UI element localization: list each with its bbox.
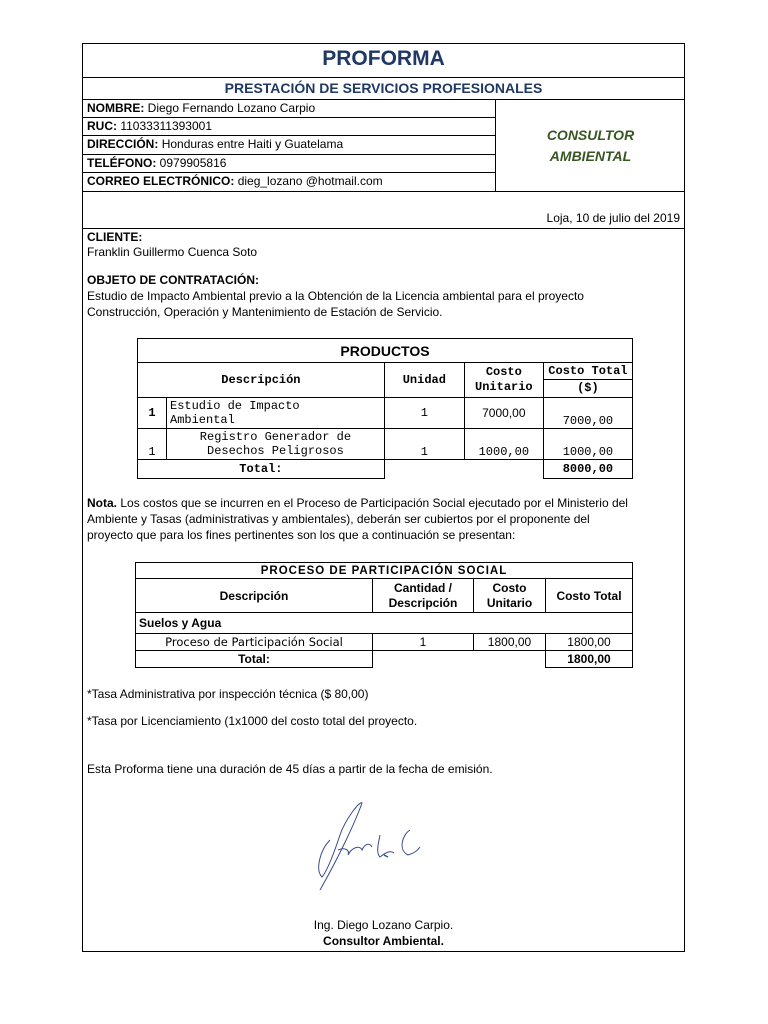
- object-label: OBJETO DE CONTRATACIÓN:: [87, 273, 260, 287]
- total-spacer: [373, 651, 546, 668]
- table-row: [138, 398, 633, 429]
- divider: [82, 191, 685, 192]
- row-total: 7000,00: [543, 398, 632, 429]
- row-number: 1: [138, 398, 167, 429]
- products-table: [137, 338, 633, 479]
- divider: [82, 117, 495, 118]
- row-total: 1000,00: [543, 429, 632, 460]
- provider-role: CONSULTOR AMBIENTAL: [546, 127, 635, 164]
- provider-phone: TELÉFONO: 0979905816: [87, 156, 227, 170]
- row-unit-cost: 1000,00: [464, 429, 543, 460]
- section-label: Suelos y Agua: [136, 613, 633, 634]
- row-unit-cost: 1800,00: [474, 634, 546, 651]
- total-label: Total:: [138, 460, 385, 479]
- client-name: Franklin Guillermo Cuenca Soto: [87, 245, 258, 259]
- row-quantity: 1: [373, 634, 474, 651]
- issue-date: Loja, 10 de julio del 2019: [546, 211, 680, 225]
- provider-email: CORREO ELECTRÓNICO: dieg_lozano @hotmail.com: [87, 174, 383, 188]
- products-header-row: [138, 363, 633, 398]
- header-description: Descripción: [136, 579, 373, 613]
- row-description: Proceso de Participación Social: [136, 634, 373, 651]
- divider: [82, 172, 495, 173]
- row-unit: 1: [384, 429, 464, 460]
- products-total-row: [138, 460, 633, 479]
- provider-address: DIRECCIÓN: Honduras entre Haiti y Guatelama: [87, 137, 344, 151]
- table-row: [138, 429, 633, 460]
- page-title: PROFORMA: [322, 47, 445, 70]
- header-quantity: Cantidad / Descripción: [373, 579, 474, 613]
- row-number: 1: [138, 429, 167, 460]
- social-title: PROCESO DE PARTICIPACIÓN SOCIAL: [136, 563, 633, 579]
- header-unit: Unidad: [384, 363, 464, 398]
- social-header-row: [136, 579, 633, 613]
- object-line-1: Estudio de Impacto Ambiental previo a la Obtención de la Licencia ambiental para el proyecto: [87, 289, 584, 303]
- divider: [82, 135, 495, 136]
- total-label: Total:: [136, 651, 373, 668]
- header-total-cost: Costo Total: [546, 579, 633, 613]
- provider-name: NOMBRE: Diego Fernando Lozano Carpio: [87, 101, 316, 115]
- divider: [82, 77, 685, 78]
- client-label: CLIENTE:: [87, 230, 143, 244]
- note-line-3: proyecto que para los fines pertinentes son los que a continuación se presentan:: [87, 528, 516, 542]
- validity-note: Esta Proforma tiene una duración de 45 días a partir de la fecha de emisión.: [87, 762, 493, 776]
- header-total-cost: Costo Total ($): [543, 363, 632, 398]
- row-total: 1800,00: [546, 634, 633, 651]
- signer-role: Consultor Ambiental.: [323, 934, 444, 948]
- row-unit: 1: [384, 398, 464, 429]
- divider: [82, 154, 495, 155]
- note-line-1: Nota. Los costos que se incurren en el Proceso de Participación Social ejecutado por el Ministerio del: [87, 496, 628, 510]
- license-fee: *Tasa por Licenciamiento (1x1000 del costo total del proyecto.: [87, 714, 418, 728]
- products-title: PRODUCTOS: [138, 339, 633, 363]
- signer-name: Ing. Diego Lozano Carpio.: [313, 918, 454, 932]
- note-line-2: Ambiente y Tasas (administrativas y ambientales), deberán ser cubiertos por el proponente del: [87, 512, 590, 526]
- divider: [82, 99, 685, 100]
- admin-fee: *Tasa Administrativa por inspección técnica ($ 80,00): [87, 687, 369, 701]
- header-description: Descripción: [138, 363, 385, 398]
- total-spacer: [384, 460, 543, 479]
- row-description: Estudio de Impacto Ambiental: [167, 398, 385, 429]
- social-table: [135, 562, 633, 668]
- header-unit-cost: Costo Unitario: [474, 579, 546, 613]
- total-value: 1800,00: [546, 651, 633, 668]
- provider-ruc: RUC: 11033311393001: [87, 119, 212, 133]
- social-total-row: [136, 651, 633, 668]
- page-subtitle: PRESTACIÓN DE SERVICIOS PROFESIONALES: [224, 80, 543, 96]
- total-value: 8000,00: [543, 460, 632, 479]
- table-row: [136, 634, 633, 651]
- divider: [82, 228, 685, 229]
- signature-image: [290, 795, 440, 895]
- object-line-2: Construcción, Operación y Mantenimiento de Estación de Servicio.: [87, 305, 443, 319]
- row-description: Registro Generador de Desechos Peligrosos: [167, 429, 385, 460]
- header-unit-cost: Costo Unitario: [464, 363, 543, 398]
- row-unit-cost: 7000,00: [464, 398, 543, 429]
